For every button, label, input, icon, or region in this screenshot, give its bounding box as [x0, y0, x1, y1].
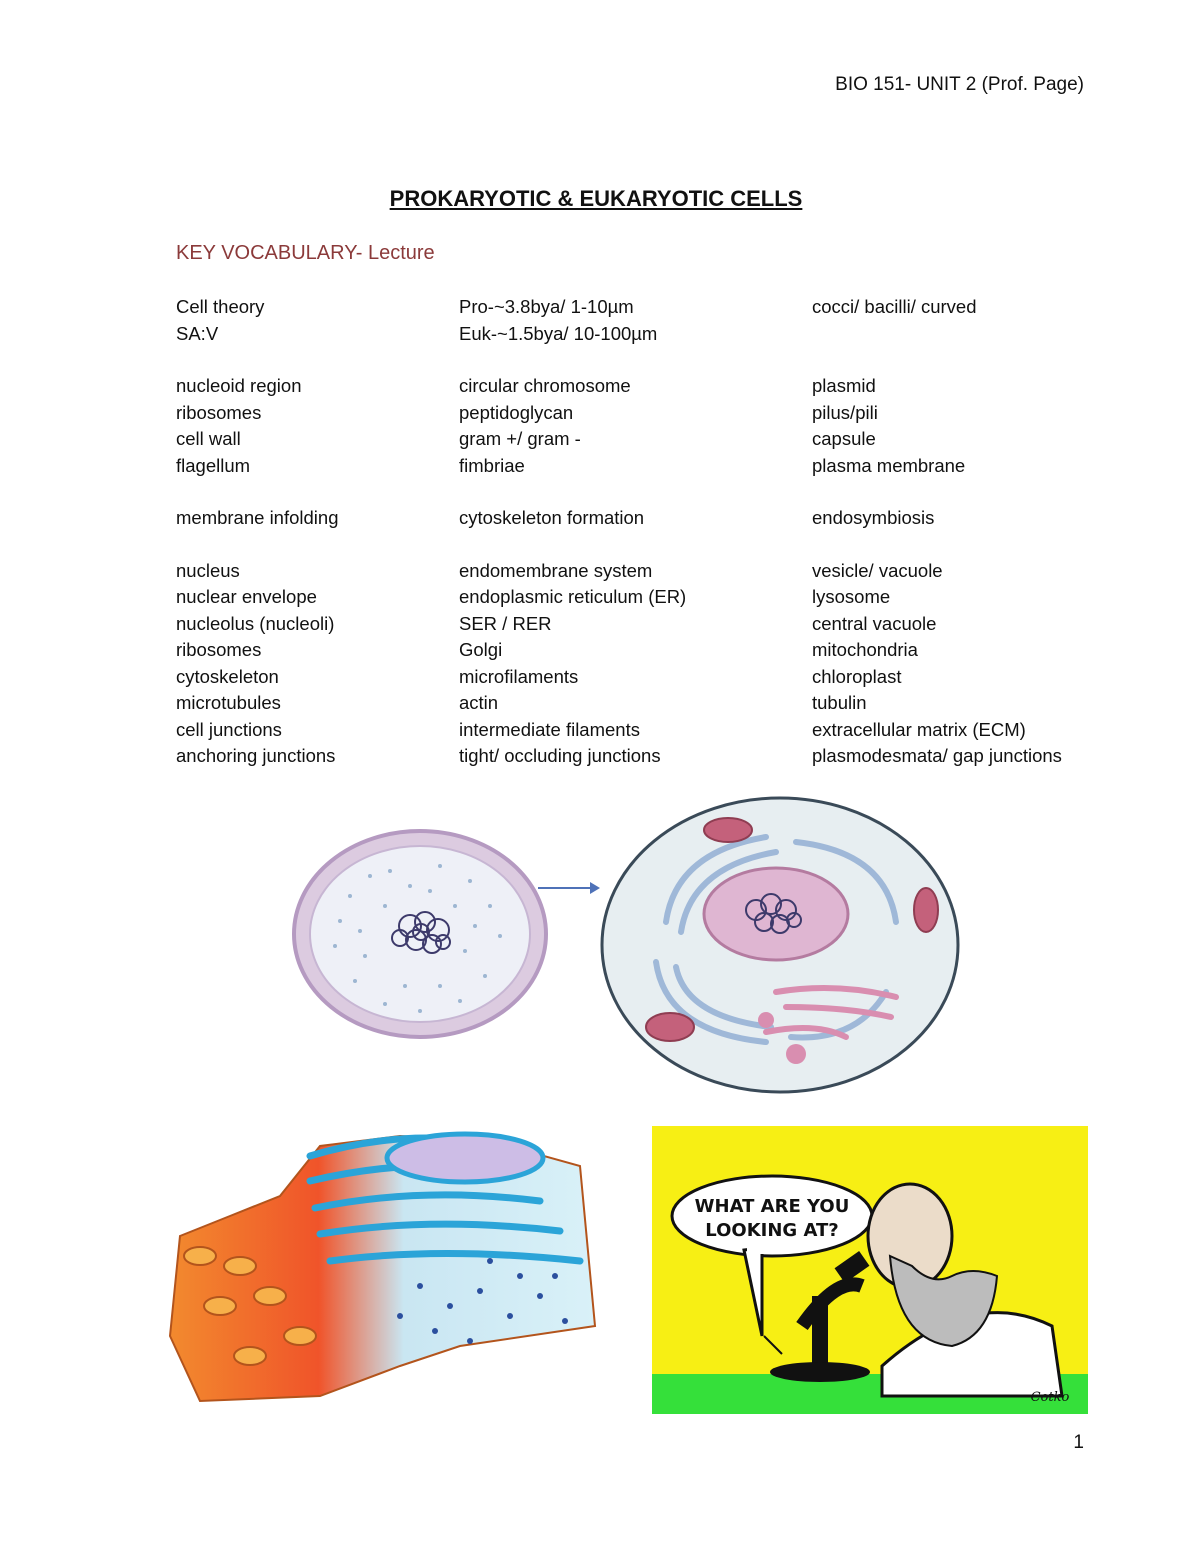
endoplasmic-reticulum-illustration: [160, 1116, 602, 1412]
vocab-term: intermediate filaments: [459, 718, 640, 740]
vocab-term: anchoring junctions: [176, 745, 336, 766]
vocab-term: nucleus: [176, 559, 240, 581]
vocab-term: pilus/pili: [812, 401, 878, 423]
vocab-term: cell wall: [176, 428, 241, 449]
vocab-term: chloroplast: [812, 665, 902, 687]
vocab-term: lysosome: [812, 586, 891, 607]
vocab-term: extracellular matrix (ECM): [812, 718, 1026, 740]
microscope-cartoon: [652, 1126, 1088, 1414]
vocab-term: central vacuole: [812, 612, 937, 634]
cartoon-signature: Cotko: [1030, 1390, 1070, 1405]
vocab-term: ribosomes: [176, 639, 262, 660]
vocab-term: microfilaments: [459, 665, 579, 687]
vocab-term: peptidoglycan: [459, 401, 574, 423]
vocab-term: mitochondria: [812, 639, 918, 660]
vocab-term: SA:V: [176, 322, 219, 344]
vocab-term: vesicle/ vacuole: [812, 559, 943, 581]
vocab-term: capsule: [812, 428, 876, 449]
vocab-term: cocci/ bacilli/ curved: [812, 296, 977, 317]
vocab-term: tubulin: [812, 692, 867, 713]
vocab-term: endomembrane system: [459, 559, 653, 581]
vocab-term: ribosomes: [176, 401, 262, 423]
vocab-term: flagellum: [176, 454, 251, 476]
vocab-term: Cell theory: [176, 296, 265, 317]
page-title: PROKARYOTIC & EUKARYOTIC CELLS: [389, 186, 803, 211]
arrow-right-icon: [536, 878, 602, 898]
vocab-term: membrane infolding: [176, 507, 339, 528]
vocab-term: Golgi: [459, 639, 503, 660]
vocab-term: circular chromosome: [459, 375, 631, 396]
section-subtitle: KEY VOCABULARY- Lecture: [176, 242, 435, 264]
page-header: BIO 151- UNIT 2 (Prof. Page): [835, 74, 1084, 95]
vocab-term: plasma membrane: [812, 454, 966, 476]
vocab-term: endoplasmic reticulum (ER): [459, 586, 687, 607]
vocab-term: actin: [459, 692, 499, 713]
vocab-term: SER / RER: [459, 612, 552, 634]
prokaryotic-cell-illustration: [290, 826, 552, 1044]
eukaryotic-cell-illustration: [596, 792, 964, 1098]
vocab-term: fimbriae: [459, 454, 525, 476]
vocab-term: plasmid: [812, 375, 876, 396]
vocab-term: tight/ occluding junctions: [459, 745, 661, 766]
vocab-term: nucleoid region: [176, 375, 302, 396]
speech-text-line2: LOOKING AT?: [705, 1220, 839, 1241]
speech-text-line1: WHAT ARE YOU: [694, 1196, 850, 1217]
vocab-term: cytoskeleton: [176, 665, 279, 687]
vocab-term: Euk-~1.5bya/ 10-100µm: [459, 322, 658, 344]
vocab-term: microtubules: [176, 692, 281, 713]
vocab-term: cytoskeleton formation: [459, 507, 645, 528]
vocab-term: nucleolus (nucleoli): [176, 612, 335, 634]
vocab-term: Pro-~3.8bya/ 1-10µm: [459, 296, 634, 317]
page-number: 1: [1073, 1432, 1084, 1453]
vocab-term: endosymbiosis: [812, 507, 935, 528]
vocab-term: cell junctions: [176, 718, 282, 740]
vocab-term: plasmodesmata/ gap junctions: [812, 745, 1062, 766]
vocab-term: nuclear envelope: [176, 586, 317, 607]
vocab-term: gram +/ gram -: [459, 428, 581, 449]
